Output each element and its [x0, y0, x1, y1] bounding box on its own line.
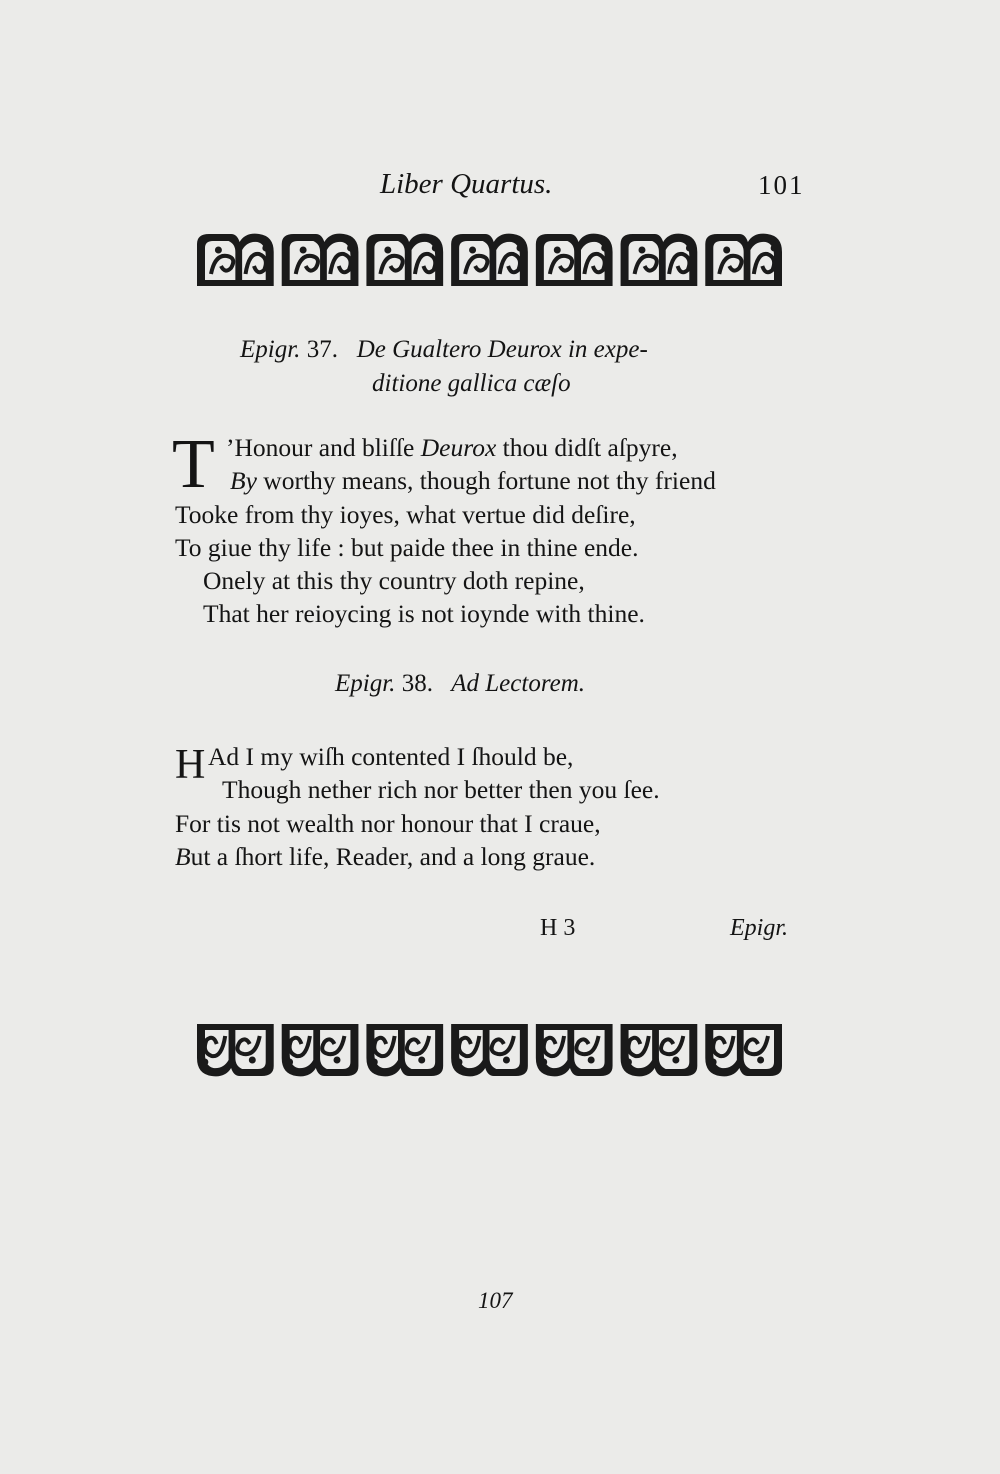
epigram-title: Ad Lectorem. — [451, 670, 586, 697]
epigram-number: 37. — [306, 336, 338, 363]
verse-line: ’Honour and bliſſe Deurox thou didſt aſpyre, — [226, 433, 678, 462]
ornament-unit — [536, 234, 613, 286]
epigram-38-heading — [335, 670, 585, 698]
ornament-unit — [197, 234, 274, 286]
drop-cap-t: T — [172, 426, 215, 503]
ornament-unit — [621, 234, 698, 286]
page-number: 107 — [478, 1288, 513, 1313]
epigram-37-heading-cont: ditione gallica cæſo — [372, 370, 571, 397]
verse-line: For tis not wealth nor honour that I craue, — [175, 809, 601, 838]
ornament-unit — [197, 1024, 274, 1076]
verse-line: To giue thy life : but paide thee in thine ende. — [175, 533, 639, 562]
ornament-unit — [451, 1024, 528, 1076]
catchword: Epigr. — [730, 915, 789, 941]
signature-mark: H 3 — [540, 915, 576, 941]
verse-line: Though nether rich nor better then you ſee. — [222, 775, 660, 804]
ornament-unit — [282, 1024, 359, 1076]
epigram-label: Epigr. — [240, 336, 301, 363]
verse-line: Onely at this thy country doth repine, — [203, 566, 585, 595]
epigram-label: Epigr. — [335, 670, 396, 697]
ornament-unit — [282, 234, 359, 286]
epigram-37-heading — [240, 336, 648, 364]
ornament-unit — [705, 234, 782, 286]
running-title: Liber Quartus. — [380, 168, 553, 200]
verse-line: Ad I my wiſh contented I ſhould be, — [208, 742, 574, 771]
ornament-band-bottom — [193, 1020, 786, 1080]
verse-line: That her reioycing is not ioynde with thine. — [203, 599, 645, 628]
ornament-unit — [366, 1024, 443, 1076]
ornament-unit — [705, 1024, 782, 1076]
ornament-band-top — [193, 230, 786, 290]
folio-number: 101 — [758, 170, 805, 200]
drop-cap-h: H — [175, 742, 206, 788]
verse-line: By worthy means, though fortune not thy friend — [230, 466, 716, 495]
verse-line: Tooke from thy ioyes, what vertue did deſire, — [175, 500, 636, 529]
ornament-unit — [366, 234, 443, 286]
ornament-unit — [451, 234, 528, 286]
verse-line: But a ſhort life, Reader, and a long graue. — [175, 842, 596, 871]
ornament-unit — [536, 1024, 613, 1076]
epigram-title: De Gualtero Deurox in expe- — [356, 336, 648, 363]
ornament-unit — [621, 1024, 698, 1076]
epigram-number: 38. — [401, 670, 433, 697]
